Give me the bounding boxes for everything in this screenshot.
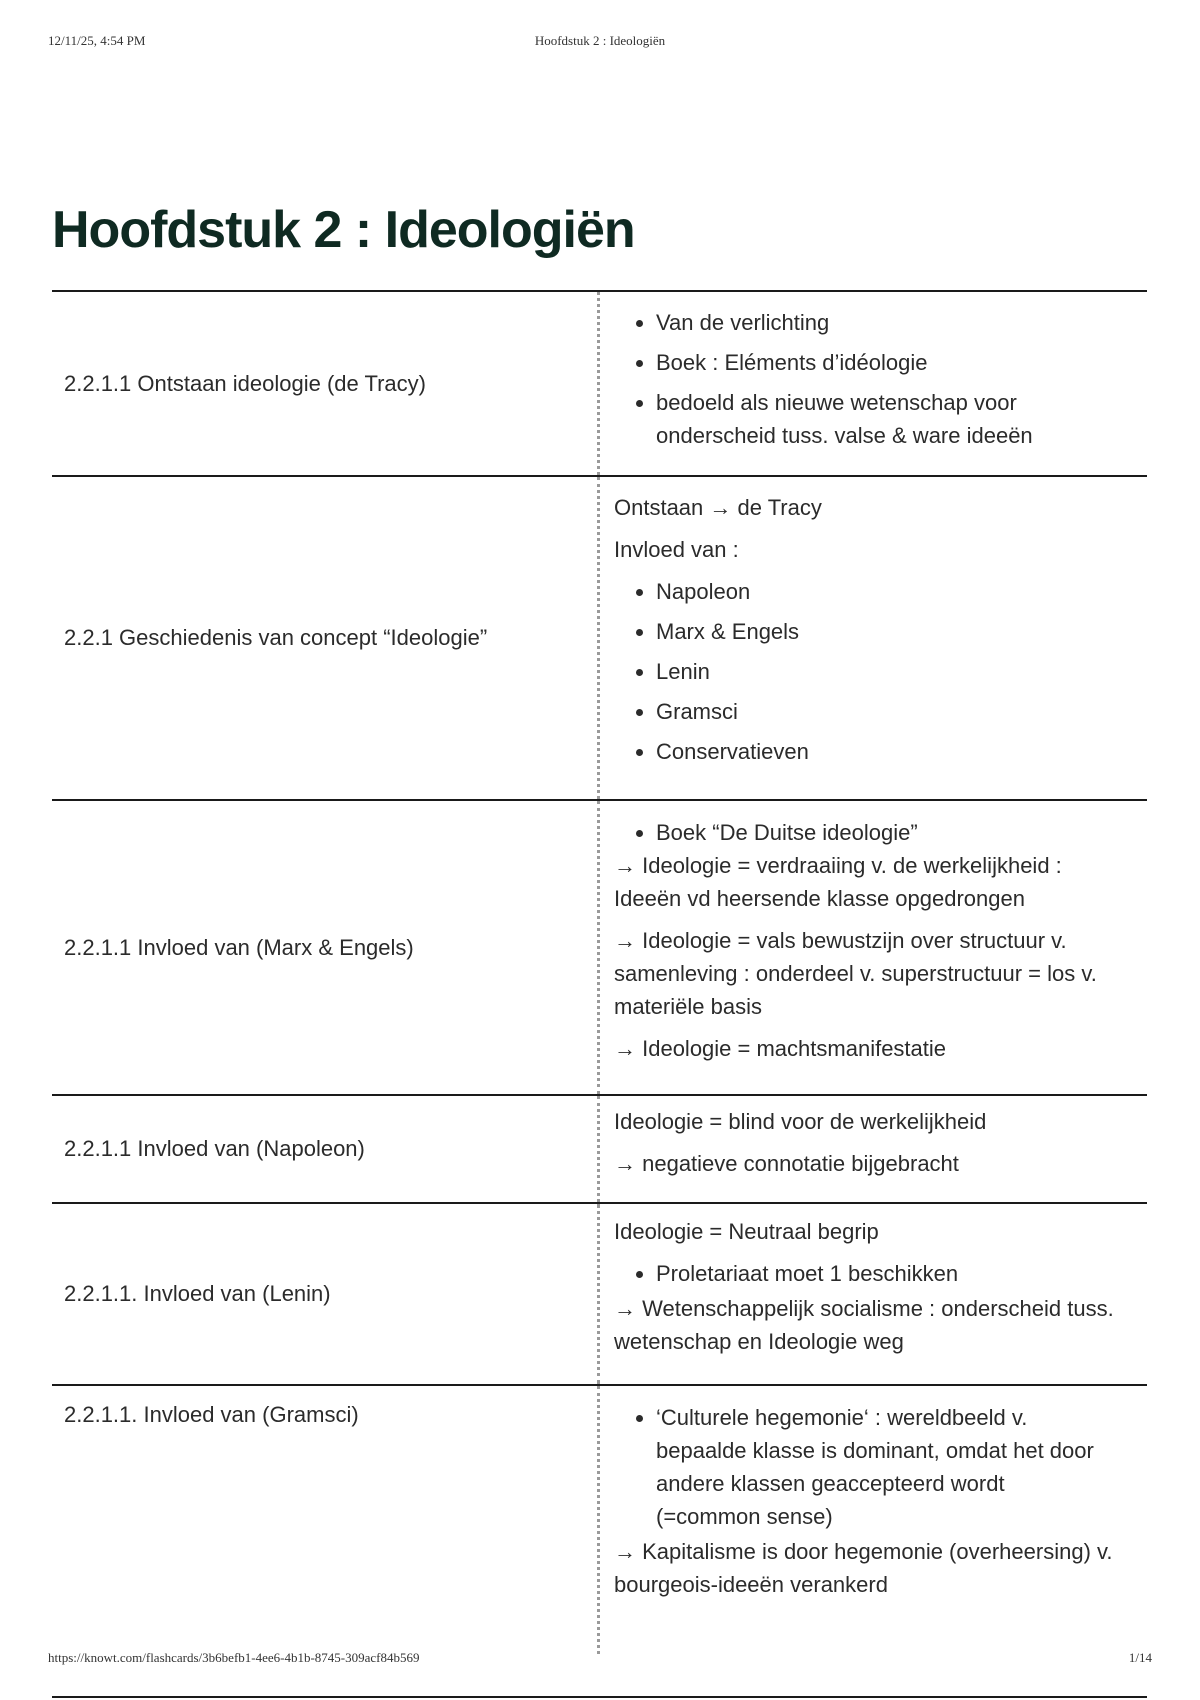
list-item: • Van de verlichting bbox=[656, 306, 1135, 339]
bullet-list bbox=[614, 1257, 1135, 1290]
card-term: 2.2.1.1 Invloed van (Napoleon) bbox=[52, 1096, 600, 1202]
card-definition bbox=[600, 1096, 1147, 1202]
card-term: 2.2.1.1. Invloed van (Gramsci) bbox=[52, 1386, 600, 1654]
list-item: • Marx & Engels bbox=[656, 615, 1135, 648]
card-row bbox=[52, 1096, 1147, 1204]
print-footer bbox=[48, 1650, 1152, 1668]
card-definition bbox=[600, 1204, 1147, 1384]
card-row bbox=[52, 477, 1147, 801]
card-definition bbox=[600, 1386, 1147, 1654]
card-definition bbox=[600, 477, 1147, 799]
list-item: • Gramsci bbox=[656, 695, 1135, 728]
list-item: • bedoeld als nieuwe wetenschap voor onderscheid tuss. valse & ware ideeën bbox=[656, 386, 1135, 452]
text-line: → Ideologie = vals bewustzijn over structuur v. samenleving : onderdeel v. superstructuur = los v. materiële basis bbox=[614, 928, 1097, 1019]
text-line: Ontstaan → de Tracy bbox=[614, 495, 822, 520]
list-item: • Lenin bbox=[656, 655, 1135, 688]
text-line: → negatieve connotatie bijgebracht bbox=[614, 1151, 959, 1176]
print-page-number: 1/14 bbox=[1128, 1650, 1152, 1665]
print-page-title: Hoofdstuk 2 : Ideologiën bbox=[534, 33, 666, 48]
text-line: → Wetenschappelijk socialisme : onderscheid tuss. wetenschap en Ideologie weg bbox=[614, 1296, 1114, 1354]
bullet-list bbox=[614, 816, 1135, 849]
card-term: 2.2.1.1 Ontstaan ideologie (de Tracy) bbox=[52, 292, 600, 475]
card-term: 2.2.1.1. Invloed van (Lenin) bbox=[52, 1204, 600, 1384]
bullet-list bbox=[614, 1401, 1135, 1533]
text-line: → Ideologie = machtsmanifestatie bbox=[614, 1036, 947, 1061]
bullet-list bbox=[614, 575, 1135, 768]
bullet-list bbox=[614, 306, 1135, 452]
card-row bbox=[52, 801, 1147, 1096]
page-title: Hoofdstuk 2 : Ideologiën bbox=[52, 201, 635, 259]
card-row bbox=[52, 1204, 1147, 1386]
print-header bbox=[48, 33, 1152, 51]
divider bbox=[52, 1696, 1147, 1698]
text-line: Ideologie = Neutraal begrip bbox=[614, 1219, 879, 1244]
flashcard-table bbox=[52, 290, 1147, 1654]
card-definition bbox=[600, 292, 1147, 475]
list-item: • Boek “De Duitse ideologie” bbox=[656, 816, 1135, 849]
text-line: Ideologie = blind voor de werkelijkheid bbox=[614, 1109, 987, 1134]
list-item: • Napoleon bbox=[656, 575, 1135, 608]
print-datetime: 12/11/25, 4:54 PM bbox=[48, 33, 146, 48]
card-row bbox=[52, 1386, 1147, 1654]
list-item: • ‘Culturele hegemonie‘ : wereldbeeld v. bepaalde klasse is dominant, omdat het door andere klassen geaccepteerd wordt (=common sense) bbox=[656, 1401, 1135, 1533]
card-row bbox=[52, 292, 1147, 477]
text-line: Invloed van : bbox=[614, 537, 739, 562]
text-line: → Ideologie = verdraaiing v. de werkelijkheid : Ideeën vd heersende klasse opgedrongen bbox=[614, 853, 1062, 911]
list-item: • Conservatieven bbox=[656, 735, 1135, 768]
card-definition bbox=[600, 801, 1147, 1094]
text-line: → Kapitalisme is door hegemonie (overheersing) v. bourgeois-ideeën verankerd bbox=[614, 1539, 1113, 1597]
list-item: • Proletariaat moet 1 beschikken bbox=[656, 1257, 1135, 1290]
card-term: 2.2.1 Geschiedenis van concept “Ideologie” bbox=[52, 477, 600, 799]
list-item: • Boek : Eléments d’idéologie bbox=[656, 346, 1135, 379]
print-url: https://knowt.com/flashcards/3b6befb1-4ee6-4b1b-8745-309acf84b569 bbox=[48, 1650, 420, 1665]
card-term: 2.2.1.1 Invloed van (Marx & Engels) bbox=[52, 801, 600, 1094]
